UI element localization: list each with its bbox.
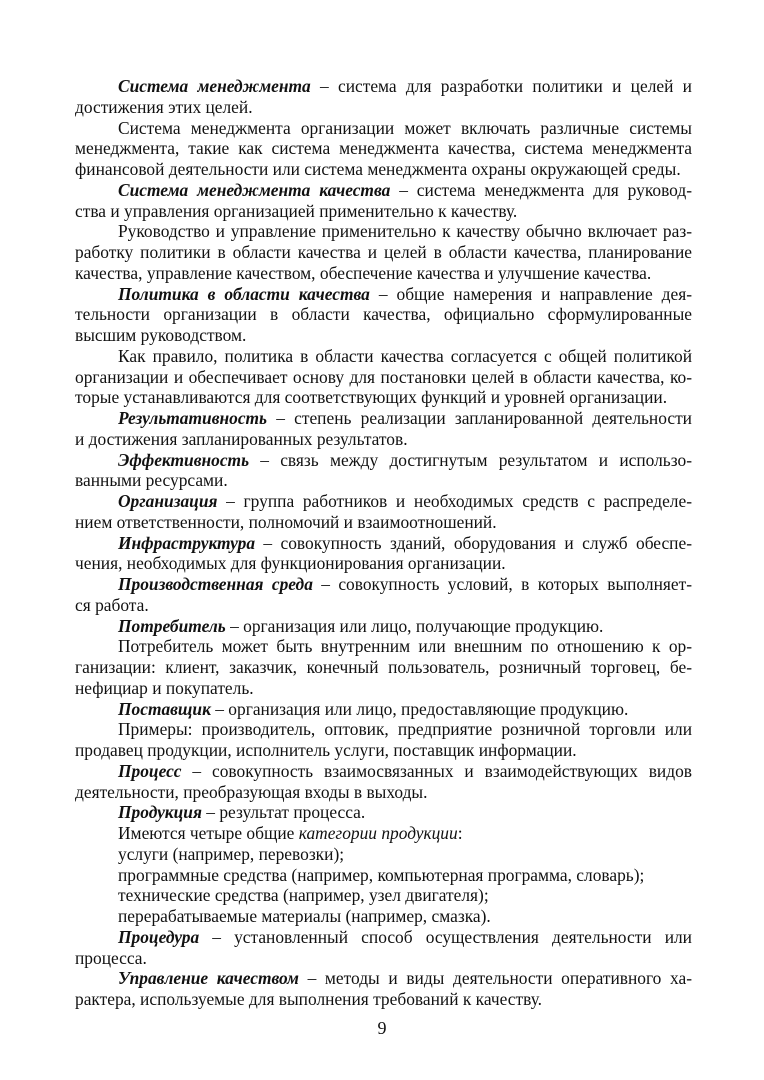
text-segment: программные средства (например, компьютерная программа, словарь);	[118, 864, 645, 885]
paragraph-line	[75, 263, 692, 284]
defined-term: Система менеджмента качества	[118, 179, 391, 200]
text-segment: Имеются четыре общие	[118, 823, 299, 843]
paragraph-line	[75, 782, 692, 803]
paragraph	[75, 408, 692, 450]
paragraph	[75, 450, 692, 492]
paragraph	[75, 533, 692, 575]
paragraph-line	[75, 180, 692, 201]
defined-term: Процедура	[118, 926, 200, 947]
paragraph-line	[75, 719, 692, 740]
paragraph-line	[75, 553, 692, 574]
paragraph	[75, 885, 692, 906]
text-segment: перерабатываемые материалы (например, смазка).	[118, 906, 491, 926]
paragraph-line	[75, 284, 692, 305]
text-segment: Потребитель может быть внутренним или внешним по отношению к ор-	[118, 636, 692, 657]
paragraph-line	[75, 927, 692, 948]
text-segment: – общие намерения и направление дея-	[369, 283, 692, 304]
text-segment: – организация или лицо, предоставляющие продукцию.	[210, 698, 629, 719]
paragraph-line	[75, 616, 692, 637]
paragraph	[75, 719, 692, 761]
text-segment: высшим руководством.	[75, 325, 247, 345]
paragraph	[75, 906, 692, 927]
paragraph-line	[75, 76, 692, 97]
paragraph-line	[75, 885, 692, 906]
text-segment: – система для разработки политики и целей и	[310, 76, 692, 96]
paragraph-line	[75, 761, 692, 782]
paragraph-line	[75, 367, 692, 388]
paragraph-line	[75, 304, 692, 325]
paragraph-line	[75, 97, 692, 118]
text-segment: нием ответственности, полномочий и взаимоотношений.	[75, 511, 497, 532]
text-segment: :	[457, 823, 463, 843]
paragraph-line	[75, 823, 692, 844]
text-segment: Как правило, политика в области качества согласуется с общей политикой	[118, 345, 692, 366]
text-segment: ся работа.	[75, 594, 149, 615]
defined-term: Система менеджмента	[118, 76, 311, 96]
defined-term: Процесс	[118, 760, 182, 781]
paragraph	[75, 823, 692, 844]
paragraph-line	[75, 450, 692, 471]
defined-term: Инфраструктура	[118, 532, 256, 553]
paragraph-line	[75, 491, 692, 512]
text-segment: работку политики в области качества и целей в области качества, планирование	[75, 242, 692, 262]
defined-term: Организация	[118, 491, 218, 511]
defined-term: Потребитель	[118, 615, 226, 636]
text-segment: – организация или лицо, получающие продукцию.	[225, 615, 604, 636]
text-segment: Система менеджмента организации может включать различные системы	[118, 117, 692, 138]
paragraph	[75, 491, 692, 533]
text-segment: ства и управления организацией применительно к качеству.	[75, 200, 518, 221]
paragraph	[75, 616, 692, 637]
paragraph-line	[75, 865, 692, 886]
text-segment: ванными ресурсами.	[75, 470, 228, 491]
text-segment: – совокупность зданий, оборудования и служб обеспе-	[255, 532, 692, 553]
paragraph	[75, 636, 692, 698]
paragraph-line	[75, 325, 692, 346]
text-segment: – совокупность условий, в которых выполняет-	[312, 574, 692, 594]
paragraph-line	[75, 242, 692, 263]
paragraph	[75, 574, 692, 616]
text-segment: – совокупность взаимосвязанных и взаимодействующих видов	[181, 760, 692, 781]
paragraph	[75, 221, 692, 283]
paragraph-line	[75, 201, 692, 222]
paragraph	[75, 76, 692, 118]
text-segment: продавец продукции, исполнитель услуги, поставщик информации.	[75, 740, 577, 760]
text-segment: – группа работников и необходимых средств с распределе-	[217, 491, 692, 511]
text-segment: финансовой деятельности или система менеджмента охраны окружающей среды.	[75, 159, 681, 179]
text-segment: деятельности, преобразующая входы в выходы.	[75, 781, 428, 802]
text-segment: торые устанавливаются для соответствующих функций и уровней организации.	[75, 387, 668, 408]
text-segment: качества, управление качеством, обеспечение качества и улучшение качества.	[75, 262, 652, 283]
italic-term: категории продукции	[298, 823, 458, 843]
paragraph	[75, 761, 692, 803]
text-segment: технические средства (например, узел двигателя);	[118, 885, 489, 906]
paragraph-line	[75, 740, 692, 761]
paragraph	[75, 284, 692, 346]
text-segment: и достижения запланированных результатов.	[75, 428, 408, 449]
text-segment: – степень реализации запланированной деятельности	[267, 408, 692, 428]
text-segment: организации и обеспечивает основу для постановки целей в области качества, ко-	[75, 366, 692, 387]
paragraph	[75, 968, 692, 1010]
paragraph-line	[75, 512, 692, 533]
paragraph-line	[75, 387, 692, 408]
paragraph	[75, 118, 692, 180]
text-segment: Примеры: производитель, оптовик, предприятие розничной торговли или	[118, 719, 692, 740]
text-segment: ганизации: клиент, заказчик, конечный пользователь, розничный торговец, бе-	[75, 657, 692, 677]
paragraph	[75, 346, 692, 408]
text-segment: Руководство и управление применительно к качеству обычно включает раз-	[118, 221, 692, 242]
defined-term: Результативность	[118, 408, 268, 428]
defined-term: Управление качеством	[118, 968, 299, 989]
text-segment: – методы и виды деятельности оперативного ха-	[298, 968, 692, 989]
paragraph-line	[75, 408, 692, 429]
paragraph-line	[75, 595, 692, 616]
paragraph-line	[75, 948, 692, 969]
text-segment: тельности организации в области качества, официально сформулированные	[75, 304, 692, 325]
paragraph-line	[75, 802, 692, 823]
paragraph	[75, 699, 692, 720]
paragraph	[75, 180, 692, 222]
paragraph-line	[75, 470, 692, 491]
text-segment: – установленный способ осуществления деятельности или	[199, 926, 692, 947]
text-segment: – система менеджмента для руковод-	[390, 179, 693, 200]
paragraph	[75, 865, 692, 886]
page-number: 9	[377, 1018, 387, 1038]
text-segment: нефициар и покупатель.	[75, 677, 254, 698]
paragraph-line	[75, 429, 692, 450]
text-segment: рактера, используемые для выполнения требований к качеству.	[75, 989, 542, 1009]
paragraph-line	[75, 533, 692, 554]
paragraph-line	[75, 138, 692, 159]
text-segment: менеджмента, такие как система менеджмента качества, система менеджмента	[75, 138, 692, 159]
paragraph-line	[75, 989, 692, 1010]
defined-term: Продукция	[118, 802, 202, 823]
text-segment: процесса.	[75, 947, 147, 968]
text-segment: – результат процесса.	[201, 802, 366, 823]
paragraph-line	[75, 657, 692, 678]
paragraph	[75, 927, 692, 969]
text-segment: – связь между достигнутым результатом и использо-	[249, 449, 692, 470]
paragraph	[75, 844, 692, 865]
text-segment: достижения этих целей.	[75, 96, 253, 117]
document-body	[75, 76, 692, 1010]
paragraph-line	[75, 636, 692, 657]
defined-term: Политика в области качества	[118, 283, 370, 304]
paragraph-line	[75, 678, 692, 699]
defined-term: Производственная среда	[118, 574, 313, 594]
paragraph-line	[75, 844, 692, 865]
paragraph	[75, 802, 692, 823]
paragraph-line	[75, 118, 692, 139]
text-segment: чения, необходимых для функционирования организации.	[75, 553, 506, 574]
paragraph-line	[75, 159, 692, 180]
paragraph-line	[75, 574, 692, 595]
text-segment: услуги (например, перевозки);	[118, 843, 345, 864]
paragraph-line	[75, 906, 692, 927]
defined-term: Эффективность	[118, 449, 250, 470]
paragraph-line	[75, 221, 692, 242]
defined-term: Поставщик	[118, 698, 211, 719]
paragraph-line	[75, 968, 692, 989]
paragraph-line	[75, 699, 692, 720]
paragraph-line	[75, 346, 692, 367]
